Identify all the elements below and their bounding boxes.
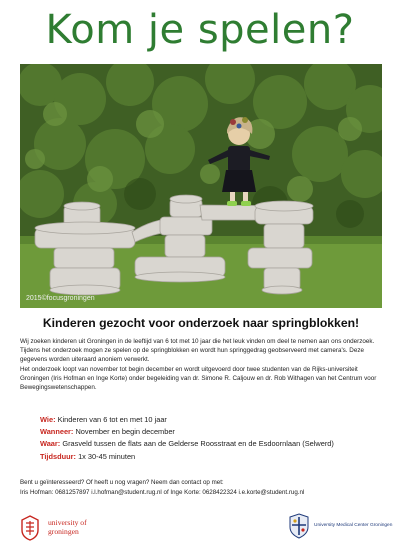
detail-value: November en begin december: [75, 427, 175, 437]
detail-value: Kinderen van 6 tot en met 10 jaar: [57, 415, 167, 424]
photo-children-playing: [20, 64, 382, 308]
photo-credit: 2015©focusgroningen: [26, 295, 95, 302]
rug-logo-line-2: groningen: [48, 527, 79, 536]
body-paragraph-2: Het onderzoek loopt van november tot begin december en wordt uitgevoerd door twee studenten van de Rijks-universiteit Groningen (Iris Hofman en Inge Korte) onder begeleiding van dr. Simone R. Caljouw en dr. Rob Withagen van het Centrum voor Bewegingswetenschappen.: [20, 365, 377, 392]
umcg-shield-icon: [288, 513, 310, 539]
detail-label: Waar:: [40, 439, 61, 449]
detail-label: Wie:: [40, 415, 56, 424]
body-paragraph-1: Wij zoeken kinderen uit Groningen in de leeftijd van 6 tot met 10 jaar die het leuk vinden om deel te nemen aan ons onderzoek. Tijdens het onderzoek mogen ze spelen op de springblokken en wordt hun springgedrag geobserveerd met camera's. Deze gegevens worden uiteraard anoniem verwerkt.: [20, 338, 375, 364]
rug-logo-line-1: university of: [48, 518, 87, 527]
umcg-logo: [288, 513, 393, 541]
poster-title: Kom je spelen?: [45, 7, 355, 53]
detail-value: 1x 30-45 minuten: [78, 451, 136, 461]
umcg-logo-text: University Medical Center Groningen: [314, 523, 393, 528]
details-list: [40, 414, 380, 463]
headline: Kinderen gezocht voor onderzoek naar springblokken!: [42, 316, 360, 330]
detail-row-waar: [40, 438, 380, 450]
contact-info: [20, 478, 382, 497]
contact-details: Iris Hofman: 0681257897 i.l.hofman@student.rug.nl of Inge Korte: 0628422324 i.e.korte@student.rug.nl: [20, 488, 305, 496]
rug-seal-icon: [20, 515, 40, 541]
body-text: [20, 337, 382, 392]
photo-illustration: [20, 64, 382, 308]
rug-logo-text: [48, 518, 87, 536]
detail-label: Tijdsduur:: [40, 451, 76, 461]
detail-row-wie: [40, 414, 380, 426]
detail-row-tijdsduur: [40, 451, 380, 463]
rug-logo: [20, 513, 140, 543]
detail-label: Wanneer:: [40, 427, 74, 437]
contact-intro: Bent u geïnteresseerd? Of heeft u nog vragen? Neem dan contact op met:: [20, 479, 224, 486]
detail-row-wanneer: [40, 426, 380, 438]
detail-value: Grasveld tussen de flats aan de Gelderse Roosstraat en de Esdoornlaan (Selwerd): [62, 439, 334, 449]
